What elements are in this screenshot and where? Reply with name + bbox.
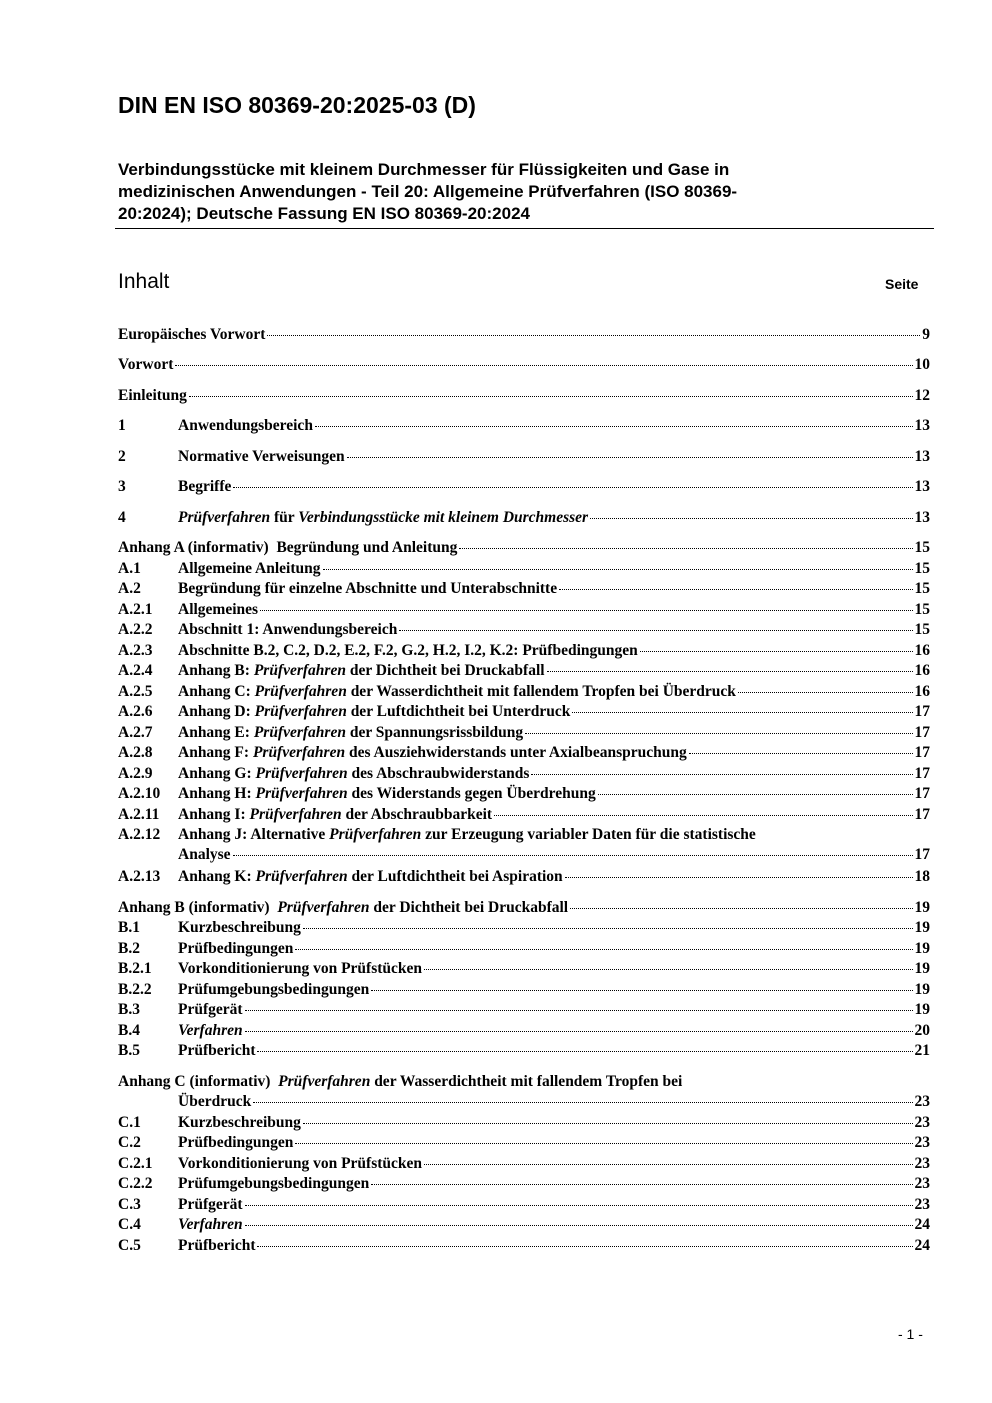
toc-leader-dots [459,548,912,549]
toc-leader-dots [315,426,913,427]
toc-leader-dots [572,712,912,713]
document-subtitle [118,159,898,225]
toc-entry[interactable] [118,579,930,599]
toc-entry-title-part: der Luftdichtheit bei Unterdruck [346,703,571,720]
toc-entry-number: A.2.11 [118,806,160,823]
toc-entry-title-part: Kurzbeschreibung [178,919,301,936]
toc-entry-title [178,764,529,784]
toc-entry-title-part: Prüfbedingungen [178,940,294,957]
toc-entry-number: A.2.5 [118,683,153,700]
toc-entry-title-part: Prüfumgebungsbedingungen [178,981,370,998]
toc-entry[interactable] [118,620,930,640]
toc-entry-title-part: Prüfgerät [178,1196,243,1213]
toc-entry[interactable] [118,508,930,528]
toc-entry[interactable] [118,1072,930,1112]
toc-entry-title [178,784,596,804]
toc-entry-title [178,416,313,436]
toc-entry-title-part: Verfahren [178,1216,243,1233]
toc-page-number: 19 [914,960,930,977]
toc-entry-title-part: Prüfverfahren [178,509,271,526]
toc-page-number: 23 [914,1134,930,1151]
toc-entry-title [178,447,345,467]
toc-entry-title [118,1072,930,1092]
toc-entry-title [178,959,422,979]
toc-entry-title-part: Prüfbericht [178,1237,256,1254]
toc-page-number: 23 [914,1114,930,1131]
toc-entry-title [178,477,231,497]
toc-entry-title [178,743,687,763]
toc-page-number: 20 [914,1022,930,1039]
toc-leader-dots [189,396,913,397]
page-column-label: Seite [885,276,919,292]
toc-entry-number: A.1 [118,560,141,577]
toc-entry-title [178,1041,255,1061]
toc-entry-number: C.5 [118,1237,141,1254]
toc-page-number: 19 [914,899,930,916]
toc-page-number: 17 [914,703,930,720]
toc-page-number: 17 [914,744,930,761]
toc-entry-title-part: des Widerstands gegen Überdrehung [347,785,596,802]
toc-page-number: 16 [914,642,930,659]
toc-entry-title-part: der Dichtheit bei Druckabfall [345,662,545,679]
toc-entry-title [178,1000,243,1020]
toc-entry[interactable] [118,559,930,579]
toc-leader-dots [424,969,912,970]
toc-entry-title [178,600,258,620]
toc-entry-number: A.2.3 [118,642,153,659]
toc-page-number: 15 [914,580,930,597]
toc-entry-title-part: Anhang E: [178,724,254,741]
toc-entry-title-part: Begriffe [178,478,232,495]
toc-entry-title [178,1195,243,1215]
toc-entry[interactable] [118,959,930,979]
toc-leader-dots [233,487,912,488]
toc-page-number: 10 [914,356,930,373]
toc-entry-title-part: Prüfverfahren [255,868,348,885]
toc-entry-title-part: Anhang A (informativ) Begründung und Anleitung [118,539,458,556]
toc-page-number: 19 [914,940,930,957]
toc-entry[interactable] [118,1133,930,1153]
toc-entry[interactable] [118,980,930,1000]
toc-entry-number: B.5 [118,1042,140,1059]
toc-page-number: 13 [914,509,930,526]
toc-entry-title [178,1133,293,1153]
toc-entry[interactable] [118,764,930,784]
toc-entry-title [178,980,369,1000]
toc-entry[interactable] [118,355,930,375]
toc-entry-title-part: Einleitung [118,387,187,404]
toc-page-number: 15 [914,621,930,638]
toc-entry[interactable] [118,682,930,702]
toc-entry-title-part: Prüfumgebungsbedingungen [178,1175,370,1192]
toc-entry-title-part: Abschnitt 1: Anwendungsbereich [178,621,398,638]
toc-entry-title-part: Anhang G: [178,765,256,782]
toc-page-number: 13 [914,448,930,465]
toc-leader-dots [738,692,913,693]
toc-page-number: 13 [914,417,930,434]
toc-entry-number: C.2.2 [118,1175,153,1192]
toc-page-number: 23 [914,1196,930,1213]
toc-page-number: 24 [914,1237,930,1254]
toc-entry-number: B.4 [118,1022,140,1039]
toc-entry[interactable] [118,1113,930,1133]
toc-entry-title [178,508,588,528]
toc-entry-title [178,682,736,702]
toc-entry-title-part: Prüfverfahren [249,806,342,823]
toc-entry-number: 2 [118,448,126,465]
toc-entry[interactable] [118,825,930,865]
toc-leader-dots [260,610,912,611]
toc-entry-title [178,1174,369,1194]
page-number: - 1 - [898,1326,923,1342]
toc-entry-title-part: Anhang F: [178,744,253,761]
toc-entry-number: A.2.2 [118,621,153,638]
toc-entry-number: C.4 [118,1216,141,1233]
toc-entry-title-part: Anhang D: [178,703,255,720]
toc-entry-title-part: Kurzbeschreibung [178,1114,301,1131]
toc-entry-title-part: Verfahren [178,1022,243,1039]
toc-leader-dots [399,630,912,631]
subtitle-line: 20:2024); Deutsche Fassung EN ISO 80369-20:2024 [118,204,530,223]
toc-entry-title-part: Prüfverfahren [253,662,346,679]
toc-entry[interactable] [118,447,930,467]
toc-entry[interactable] [118,1236,930,1256]
toc-entry-title [118,325,265,345]
toc-leader-dots [640,651,913,652]
toc-entry[interactable] [118,1174,930,1194]
toc-entry-title-part: Prüfverfahren [254,683,347,700]
toc-entry-number: A.2 [118,580,141,597]
toc-entry-number: B.1 [118,919,140,936]
toc-entry-title-part: Abschnitte B.2, C.2, D.2, E.2, F.2, G.2, H.2, I.2, K.2: Prüfbedingungen [178,642,638,659]
toc-entry-title-part: Prüfverfahren [278,1073,371,1090]
toc-entry-title: Überdruck [178,1093,252,1110]
toc-leader-dots [424,1164,912,1165]
toc-entry[interactable] [118,477,930,497]
toc-entry-title-part: Anhang B (informativ) [118,899,278,916]
toc-entry-title [178,1236,255,1256]
toc-entry-title [118,386,187,406]
toc-leader-dots [689,753,913,754]
toc-page-number: 13 [914,478,930,495]
toc-entry-title-part: Prüfverfahren [254,703,347,720]
toc-entry[interactable] [118,325,930,345]
toc-leader-dots [253,1102,912,1103]
toc-entry-title [118,825,930,845]
toc-leader-dots [303,1123,913,1124]
toc-entry-number: 1 [118,417,126,434]
toc-entry-title-part: der Abschraubbarkeit [341,806,493,823]
document-title: DIN EN ISO 80369-20:2025-03 (D) [118,92,476,118]
toc-entry[interactable] [118,1195,930,1215]
toc-entry-number: A.2.13 [118,868,161,885]
toc-entry-number: A.2.10 [118,785,161,802]
toc-entry-title-part: Prüfverfahren [255,765,348,782]
toc-entry-title [178,939,293,959]
toc-entry[interactable] [118,898,930,918]
toc-page-number: 24 [914,1216,930,1233]
toc-entry[interactable] [118,723,930,743]
toc-leader-dots [570,908,912,909]
toc-entry-title-part: Vorwort [118,356,174,373]
toc-entry-title-part: des Abschraubwiderstands [347,765,530,782]
toc-page-number: 17 [914,765,930,782]
toc-leader-dots [267,335,920,336]
toc-entry-title-part: der Spannungsrissbildung [345,724,524,741]
toc-entry-title [178,867,563,887]
toc-entry-title [178,805,492,825]
toc-entry-number: A.2.12 [118,826,161,843]
toc-page-number: 19 [914,919,930,936]
toc-entry-title [178,620,397,640]
toc-entry-number: C.3 [118,1196,141,1213]
toc-entry-title-part: Anhang J: Alternative [178,826,330,843]
toc-leader-dots [559,589,912,590]
toc-page-number: 23 [914,1155,930,1172]
toc-entry-title-part: Anhang B: [178,662,254,679]
toc-entry[interactable] [118,661,930,681]
contents-heading: Inhalt [118,270,170,293]
toc-leader-dots [245,1205,913,1206]
toc-entry-title [178,723,523,743]
toc-leader-dots [233,855,913,856]
toc-leader-dots [295,949,912,950]
toc-entry-title-part: für [270,509,299,526]
toc-entry-number: C.2 [118,1134,141,1151]
toc-entry-title-part: Anhang K: [178,868,256,885]
toc-entry-number: B.2.2 [118,981,152,998]
toc-leader-dots [347,457,913,458]
toc-entry[interactable] [118,641,930,661]
toc-entry-title [178,918,301,938]
toc-entry-title [118,355,173,375]
toc-entry-number: A.2.8 [118,744,153,761]
toc-leader-dots [547,671,913,672]
toc-entry-number: A.2.6 [118,703,153,720]
toc-entry-number: B.3 [118,1001,140,1018]
toc-entry-title [178,1215,243,1235]
toc-entry-title-part: Verbindungsstücke mit kleinem Durchmesser [298,509,589,526]
toc-entry-title [178,702,570,722]
toc-entry[interactable] [118,743,930,763]
toc-entry[interactable] [118,1041,930,1061]
toc-entry-title [178,1021,243,1041]
toc-entry-title-part: Anhang C: [178,683,255,700]
toc-entry[interactable] [118,1154,930,1174]
toc-entry-number: B.2 [118,940,140,957]
toc-page-number: 17 [914,724,930,741]
toc-entry-title: Analyse [178,846,231,863]
toc-entry-title-part: Vorkonditionierung von Prüfstücken [178,1155,423,1172]
toc-leader-dots [175,365,912,366]
toc-entry-title [178,579,557,599]
toc-leader-dots [295,1143,912,1144]
toc-entry-title [178,1154,422,1174]
toc-entry-number: A.2.1 [118,601,153,618]
toc-entry[interactable] [118,1000,930,1020]
toc-entry-title-part: Europäisches Vorwort [118,326,266,343]
toc-page-number: 17 [914,846,930,863]
toc-page-number: 16 [914,662,930,679]
toc-entry-title [178,661,545,681]
toc-entry-title [178,1113,301,1133]
toc-entry-title-part: Prüfverfahren [329,826,422,843]
toc-entry[interactable] [118,600,930,620]
toc-leader-dots [245,1010,913,1011]
toc-entry-title-part: der Dichtheit bei Druckabfall [369,899,569,916]
toc-entry-title-part: des Ausziehwiderstands unter Axialbeanspruchung [345,744,687,761]
toc-entry-title-part: der Wasserdichtheit mit fallendem Tropfen bei [370,1073,683,1090]
toc-entry[interactable] [118,918,930,938]
toc-entry-number: 3 [118,478,126,495]
toc-page-number: 19 [914,1001,930,1018]
toc-leader-dots [371,1184,912,1185]
toc-entry[interactable] [118,867,930,887]
toc-page-number: 16 [914,683,930,700]
toc-entry-number: C.1 [118,1114,141,1131]
toc-page-number: 12 [914,387,930,404]
toc-entry[interactable] [118,386,930,406]
toc-leader-dots [245,1031,913,1032]
toc-page-number: 21 [914,1042,930,1059]
toc-entry-title-part: Prüfverfahren [255,785,348,802]
toc-entry-title-part: Prüfbericht [178,1042,256,1059]
toc-leader-dots [598,794,913,795]
toc-entry-number: B.2.1 [118,960,152,977]
toc-entry-number: 4 [118,509,126,526]
toc-page-number: 15 [914,601,930,618]
toc-entry-title [118,538,457,558]
toc-leader-dots [531,774,912,775]
toc-page-number: 15 [914,539,930,556]
toc-entry[interactable] [118,538,930,558]
toc-entry-title-part: Anhang I: [178,806,250,823]
toc-page-number: 15 [914,560,930,577]
toc-entry[interactable] [118,1215,930,1235]
toc-leader-dots [590,518,912,519]
toc-leader-dots [303,928,913,929]
toc-leader-dots [257,1051,912,1052]
toc-entry-title-part: Anhang C (informativ) [118,1073,279,1090]
toc-entry[interactable] [118,416,930,436]
toc-entry-title-part: der Wasserdichtheit mit fallendem Tropfen bei Überdruck [346,683,736,700]
toc-entry-title-part: Prüfverfahren [252,744,346,761]
toc-entry[interactable] [118,939,930,959]
toc-entry-title-part: Vorkonditionierung von Prüfstücken [178,960,423,977]
subtitle-line: Verbindungsstücke mit kleinem Durchmesser für Flüssigkeiten und Gase in [118,160,730,179]
toc-entry-number: C.2.1 [118,1155,153,1172]
title-rule [115,228,934,229]
toc-leader-dots [257,1246,912,1247]
toc-entry-title-part: Prüfgerät [178,1001,243,1018]
toc-entry-title [178,559,321,579]
toc-entry[interactable] [118,1021,930,1041]
toc-entry-title-part: Prüfbedingungen [178,1134,294,1151]
toc-entry-number: A.2.4 [118,662,153,679]
toc-page-number: 9 [922,326,930,343]
toc-entry[interactable] [118,805,930,825]
toc-entry[interactable] [118,702,930,722]
toc-leader-dots [565,877,913,878]
toc-entry-number: A.2.9 [118,765,153,782]
toc-entry-title-part: der Luftdichtheit bei Aspiration [347,868,563,885]
toc-leader-dots [371,990,912,991]
toc-page-number: 19 [914,981,930,998]
toc-page-number: 17 [914,785,930,802]
subtitle-line: medizinischen Anwendungen - Teil 20: Allgemeine Prüfverfahren (ISO 80369- [118,182,738,201]
toc-entry-title-part: Normative Verweisungen [178,448,345,465]
toc-entry-title-part: Prüfverfahren [253,724,346,741]
toc-entry-title-part: Anwendungsbereich [178,417,313,434]
toc-entry-title-part: Allgemeines [178,601,259,618]
toc-leader-dots [323,569,913,570]
toc-entry[interactable] [118,784,930,804]
toc-entry-title-part: Allgemeine Anleitung [178,560,321,577]
toc-entry-title-part: zur Erzeugung variabler Daten für die statistische [421,826,756,843]
toc-entry-title-part: Begründung für einzelne Abschnitte und Unterabschnitte [178,580,558,597]
toc-page-number: 18 [914,868,930,885]
toc-entry-title [118,898,568,918]
toc-entry-title-part: Anhang H: [178,785,256,802]
toc-entry-title-part: Prüfverfahren [277,899,370,916]
toc-page-number: 23 [914,1175,930,1192]
toc-entry-number: A.2.7 [118,724,153,741]
toc-leader-dots [494,815,912,816]
toc-page-number: 23 [914,1093,930,1110]
toc-page-number: 17 [914,806,930,823]
toc-leader-dots [525,733,912,734]
toc-leader-dots [245,1225,913,1226]
toc-entry-title [178,641,638,661]
